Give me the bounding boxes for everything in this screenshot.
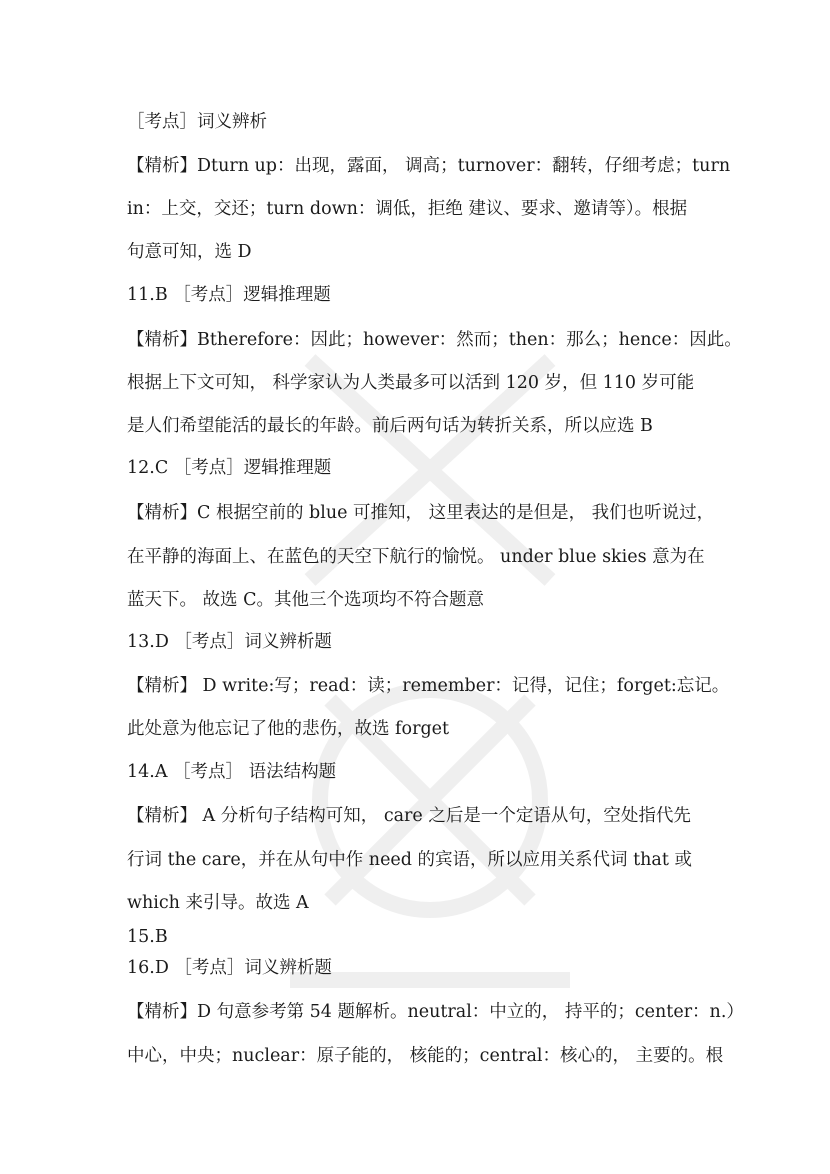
answer-line: 【精析】D 句意参考第 54 题解析。neutral：中立的， 持平的；center：n.） — [127, 1002, 744, 1022]
question-header: 14.A ［考点］ 语法结构题 — [127, 762, 337, 782]
answer-line: 【精析】Btherefore：因此；however：然而；then：那么；hence：因此。 — [127, 330, 742, 350]
answer-line: in：上交，交还；turn down：调低，拒绝 建议、要求、邀请等）。根据 — [127, 199, 688, 219]
question-header: 16.D ［考点］词义辨析题 — [127, 958, 332, 978]
answer-line: 在平静的海面上、在蓝色的天空下航行的愉悦。 under blue skies 意为在 — [127, 547, 705, 567]
answer-line: 行词 the care，并在从句中作 need 的宾语，所以应用关系代词 that 或 — [127, 850, 692, 870]
answer-line: 根据上下文可知， 科学家认为人类最多可以活到 120 岁，但 110 岁可能 — [127, 373, 695, 393]
answer-line: 蓝天下。 故选 C。其他三个选项均不符合题意 — [127, 590, 485, 610]
answer-line: 句意可知，选 D — [127, 242, 252, 262]
answer-line: 此处意为他忘记了他的悲伤，故选 forget — [127, 719, 450, 739]
question-header: 12.C ［考点］逻辑推理题 — [127, 458, 332, 478]
answer-line: which 来引导。故选 A — [127, 893, 309, 913]
question-header: 13.D ［考点］词义辨析题 — [127, 632, 332, 652]
answer-line: 【精析】 D write:写；read：读；remember：记得，记住；forget:忘记。 — [127, 676, 730, 696]
question-header: 11.B ［考点］逻辑推理题 — [127, 285, 331, 305]
answer-line: 中心，中央；nuclear：原子能的， 核能的；central：核心的， 主要的。根 — [127, 1046, 724, 1066]
answer-line: ［考点］词义辨析 — [127, 112, 267, 132]
answer-line: 【精析】Dturn up：出现，露面， 调高；turnover：翻转，仔细考虑；turn — [127, 156, 731, 176]
answer-line: 【精析】 A 分析句子结构可知， care 之后是一个定语从句，空处指代先 — [127, 806, 691, 826]
question-header: 15.B — [127, 927, 168, 947]
answer-line: 是人们希望能活的最长的年龄。前后两句话为转折关系，所以应选 B — [127, 416, 653, 436]
answer-line: 【精析】C 根据空前的 blue 可推知， 这里表达的是但是， 我们也听说过， — [127, 503, 715, 523]
